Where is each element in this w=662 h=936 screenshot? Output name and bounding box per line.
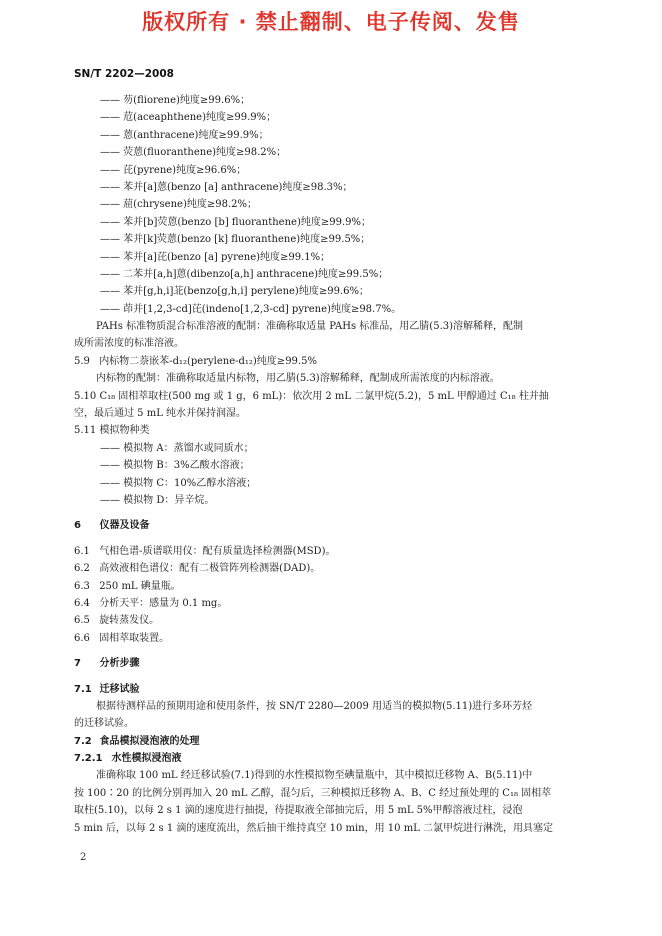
- list-item: —— 荧蒽(fluoranthene)纯度≥98.2%；: [100, 147, 287, 159]
- clause-text: 模拟物种类: [99, 425, 150, 437]
- clause-text: 固相萃取装置。: [99, 632, 170, 644]
- clause-number: 6.3: [74, 580, 90, 592]
- list-item: —— 模拟物 B：3%乙酸水溶液；: [100, 460, 250, 472]
- list-item: —— 芴(fliorene)纯度≥99.6%；: [100, 95, 251, 106]
- clause-5-11: [74, 422, 594, 439]
- section-7-2-heading: [74, 733, 594, 750]
- clause-text: 分析天平：感量为 0.1 mg。: [99, 597, 228, 609]
- section-number: 7.1: [74, 683, 92, 695]
- document-body: [74, 92, 594, 837]
- section-number: 7.2: [74, 735, 92, 747]
- clause-text: 内标物二萘嵌苯-d₁₂(perylene-d₁₂)纯度≥99.5%: [99, 355, 317, 367]
- equipment-item: [74, 630, 594, 647]
- section-title: 食品模拟浸泡液的处理: [99, 735, 200, 747]
- clause-text: 旋转蒸发仪。: [99, 615, 160, 627]
- section-number: 6: [74, 520, 81, 532]
- clause-text: 高效液相色谱仪：配有二极管阵列检测器(DAD)。: [99, 563, 321, 575]
- clause-text: 气相色谱-质谱联用仪：配有质量选择检测器(MSD)。: [99, 545, 336, 557]
- paragraph-line: 根据待测样品的预期用途和使用条件，按 SN/T 2280—2009 用适当的模拟物(5.11)进行多环芳烃: [96, 700, 533, 712]
- section-title: 分析步骤: [99, 658, 140, 670]
- list-item: —— 苯并[g,h,i]苝(benzo[g,h,i] perylene)纯度≥99.6%；: [100, 286, 369, 298]
- section-title: 迁移试验: [99, 683, 140, 695]
- paragraph-line: PAHs 标准物质混合标准溶液的配制：准确称取适量 PAHs 标准品，用乙腈(5.3)溶解稀释，配制: [96, 321, 524, 333]
- list-item: —— 苯并[a]芘(benzo [a] pyrene)纯度≥99.1%；: [100, 251, 331, 263]
- equipment-item: [74, 612, 594, 629]
- list-item: —— 䓛(chrysene)纯度≥98.2%；: [100, 199, 258, 211]
- copyright-watermark: 版权所有 · 禁止翻制、电子传阅、发售: [142, 10, 520, 34]
- page-number: 2: [80, 852, 87, 863]
- list-item: —— 模拟物 A：蒸馏水或同质水；: [100, 442, 254, 454]
- clause-number: 6.5: [74, 615, 90, 627]
- clause-5-10: [74, 388, 594, 405]
- section-7-1-heading: [74, 681, 594, 698]
- paragraph-line: 的迁移试验。: [74, 718, 134, 730]
- section-number: 7: [74, 658, 81, 670]
- paragraph-line: 成所需浓度的标准溶液。: [74, 338, 184, 350]
- list-item: —— 二苯并[a,h]蒽(dibenzo[a,h] anthracene)纯度≥99.5%；: [100, 268, 389, 280]
- section-title: 仪器及设备: [99, 520, 150, 532]
- paragraph-line: 准确称取 100 mL 经迁移试验(7.1)得到的水性模拟物至碘量瓶中，其中模拟迁移物 A、B(5.11)中: [96, 770, 533, 782]
- paragraph-line: 按 100∶20 的比例分别再加入 20 mL 乙醇，混匀后，三种模拟迁移物 A、B、C 经过预处理的 C₁₈ 固相萃: [74, 787, 552, 799]
- list-item: —— 苯并[b]荧蒽(benzo [b] fluoranthene)纯度≥99.9%；: [100, 216, 371, 228]
- list-item: —— 苯并[k]荧蒽(benzo [k] fluoranthene)纯度≥99.5%；: [100, 234, 371, 246]
- clause-text: C₁₈ 固相萃取柱(500 mg 或 1 g，6 mL)：依次用 2 mL 二氯甲烷(5.2)，5 mL 甲醇通过 C₁₈ 柱并抽: [99, 390, 549, 402]
- clause-5-9: [74, 353, 594, 370]
- clause-number: 6.4: [74, 597, 90, 609]
- section-number: 7.2.1: [74, 753, 103, 765]
- equipment-item: [74, 578, 594, 595]
- clause-number: 5.10: [74, 390, 97, 402]
- list-item: —— 茚并[1,2,3-cd]芘(indeno[1,2,3-cd] pyrene)纯度≥98.7%。: [100, 303, 402, 315]
- clause-number: 6.6: [74, 632, 90, 644]
- section-title: 水性模拟浸泡液: [111, 753, 182, 765]
- clause-number: 5.9: [74, 355, 90, 367]
- equipment-item: [74, 543, 594, 560]
- clause-number: 5.11: [74, 425, 97, 437]
- list-item: —— 蒽(anthracene)纯度≥99.9%；: [100, 129, 269, 141]
- paragraph-line: 5 min 后，以每 2 s 1 滴的速度流出，然后抽干维持真空 10 min，用 10 mL 二氯甲烷进行淋洗，用具塞定: [74, 822, 553, 834]
- list-item: —— 模拟物 C：10%乙醇水溶液；: [100, 477, 257, 489]
- list-item: —— 芘(pyrene)纯度≥96.6%；: [100, 164, 247, 176]
- equipment-item: [74, 560, 594, 577]
- equipment-item: [74, 595, 594, 612]
- clause-text: 250 mL 碘量瓶。: [99, 580, 181, 592]
- list-item: —— 苯并[a]蒽(benzo [a] anthracene)纯度≥98.3%；: [100, 181, 353, 193]
- paragraph-line: 空，最后通过 5 mL 纯水并保持润湿。: [74, 408, 247, 420]
- clause-number: 6.2: [74, 563, 90, 575]
- standard-code: SN/T 2202—2008: [74, 68, 174, 80]
- section-6-heading: [74, 517, 594, 534]
- section-7-heading: [74, 655, 594, 672]
- list-item: —— 模拟物 D：异辛烷。: [100, 494, 215, 506]
- paragraph-line: 内标物的配制：准确称取适量内标物，用乙腈(5.3)溶解稀释，配制成所需浓度的内标溶液。: [96, 373, 500, 385]
- list-item: —— 苊(aceaphthene)纯度≥99.9%；: [100, 112, 277, 124]
- clause-number: 6.1: [74, 545, 90, 557]
- section-7-2-1-heading: [74, 750, 594, 767]
- paragraph-line: 取柱(5.10)，以每 2 s 1 滴的速度进行抽提，待提取液全部抽完后，用 5 mL 5%甲醇溶液过柱，浸泡: [74, 805, 523, 817]
